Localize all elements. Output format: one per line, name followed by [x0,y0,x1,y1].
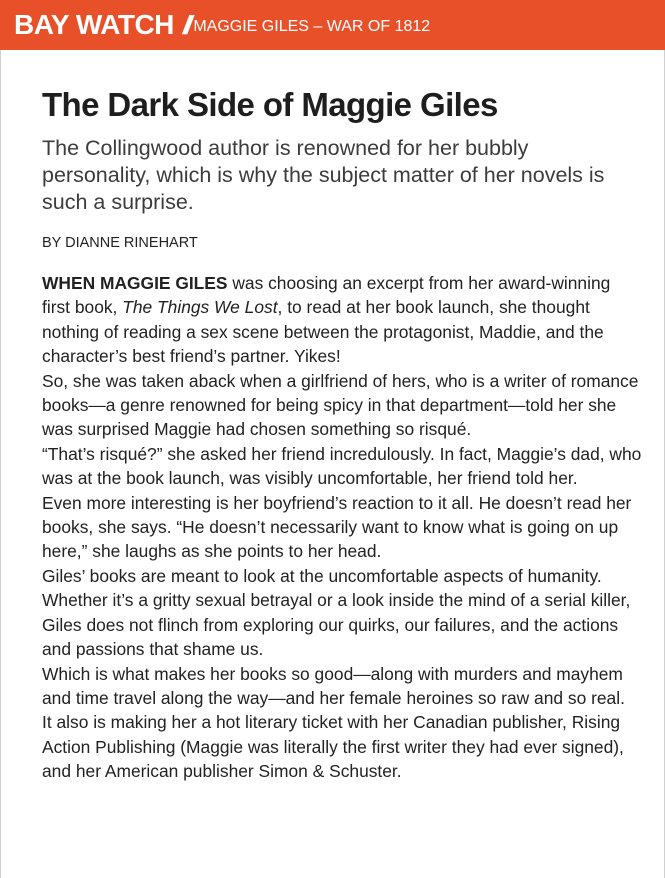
section-topic: MAGGIE GILES – WAR OF 1812 [193,18,431,35]
body-paragraph: Which is what makes her books so good—along with murders and mayhem and time travel along the way—and her female heroines so raw and so real. [42,663,625,708]
body-paragraph: “That’s risqué?” she asked her friend incredulously. In fact, Maggie’s dad, who was at the book launch, was visibly uncomfortable, her friend told her. [42,443,642,489]
body-paragraph: Even more interesting is her boyfriend’s reaction to it all. He doesn’t read her books, she says. “He doesn’t necessarily want to know what is going on up here,” she laughs as she points to her head. [42,492,632,562]
article-headline: The Dark Side of Maggie Giles [42,86,498,123]
article-byline: BY DIANNE RINEHART [42,235,198,251]
section-name: BAY WATCH [14,9,174,40]
article-dek: The Collingwood author is renowned for her bubbly personality, which is why the subject matter of her novels is such a surprise. [42,136,605,214]
body-paragraph: So, she was taken aback when a girlfriend of hers, who is a writer of romance books—a genre renowned for being spicy in that department—told her she was surprised Maggie had chosen something so risqué. [42,370,639,440]
section-header-bar [0,0,665,50]
body-text-run: was choosing an excerpt from her award-winning first book, [42,273,611,318]
article-body [42,271,642,784]
lead-in: WHEN MAGGIE GILES [42,273,228,293]
body-paragraph [42,271,642,369]
body-paragraph: Giles’ books are meant to look at the uncomfortable aspects of humanity. Whether it’s a gritty sexual betrayal or a look inside the mind of a serial killer, Giles does not flinch from exploring our quirks, our failures, and the actions and passions that shame us. [42,565,631,660]
article [42,84,642,784]
book-title: The Things We Lost [122,297,278,318]
section-separator: // [182,9,188,40]
body-paragraph: It also is making her a hot literary ticket with her Canadian publisher, Rising Action Publishing (Maggie was literally the first writer they had ever signed), and her American publisher Simon & Schuster. [42,712,624,782]
body-text-run: , to read at her book launch, she thought nothing of reading a sex scene between the protagonist, Maddie, and the character’s best friend’s partner. Yikes! [42,297,604,367]
